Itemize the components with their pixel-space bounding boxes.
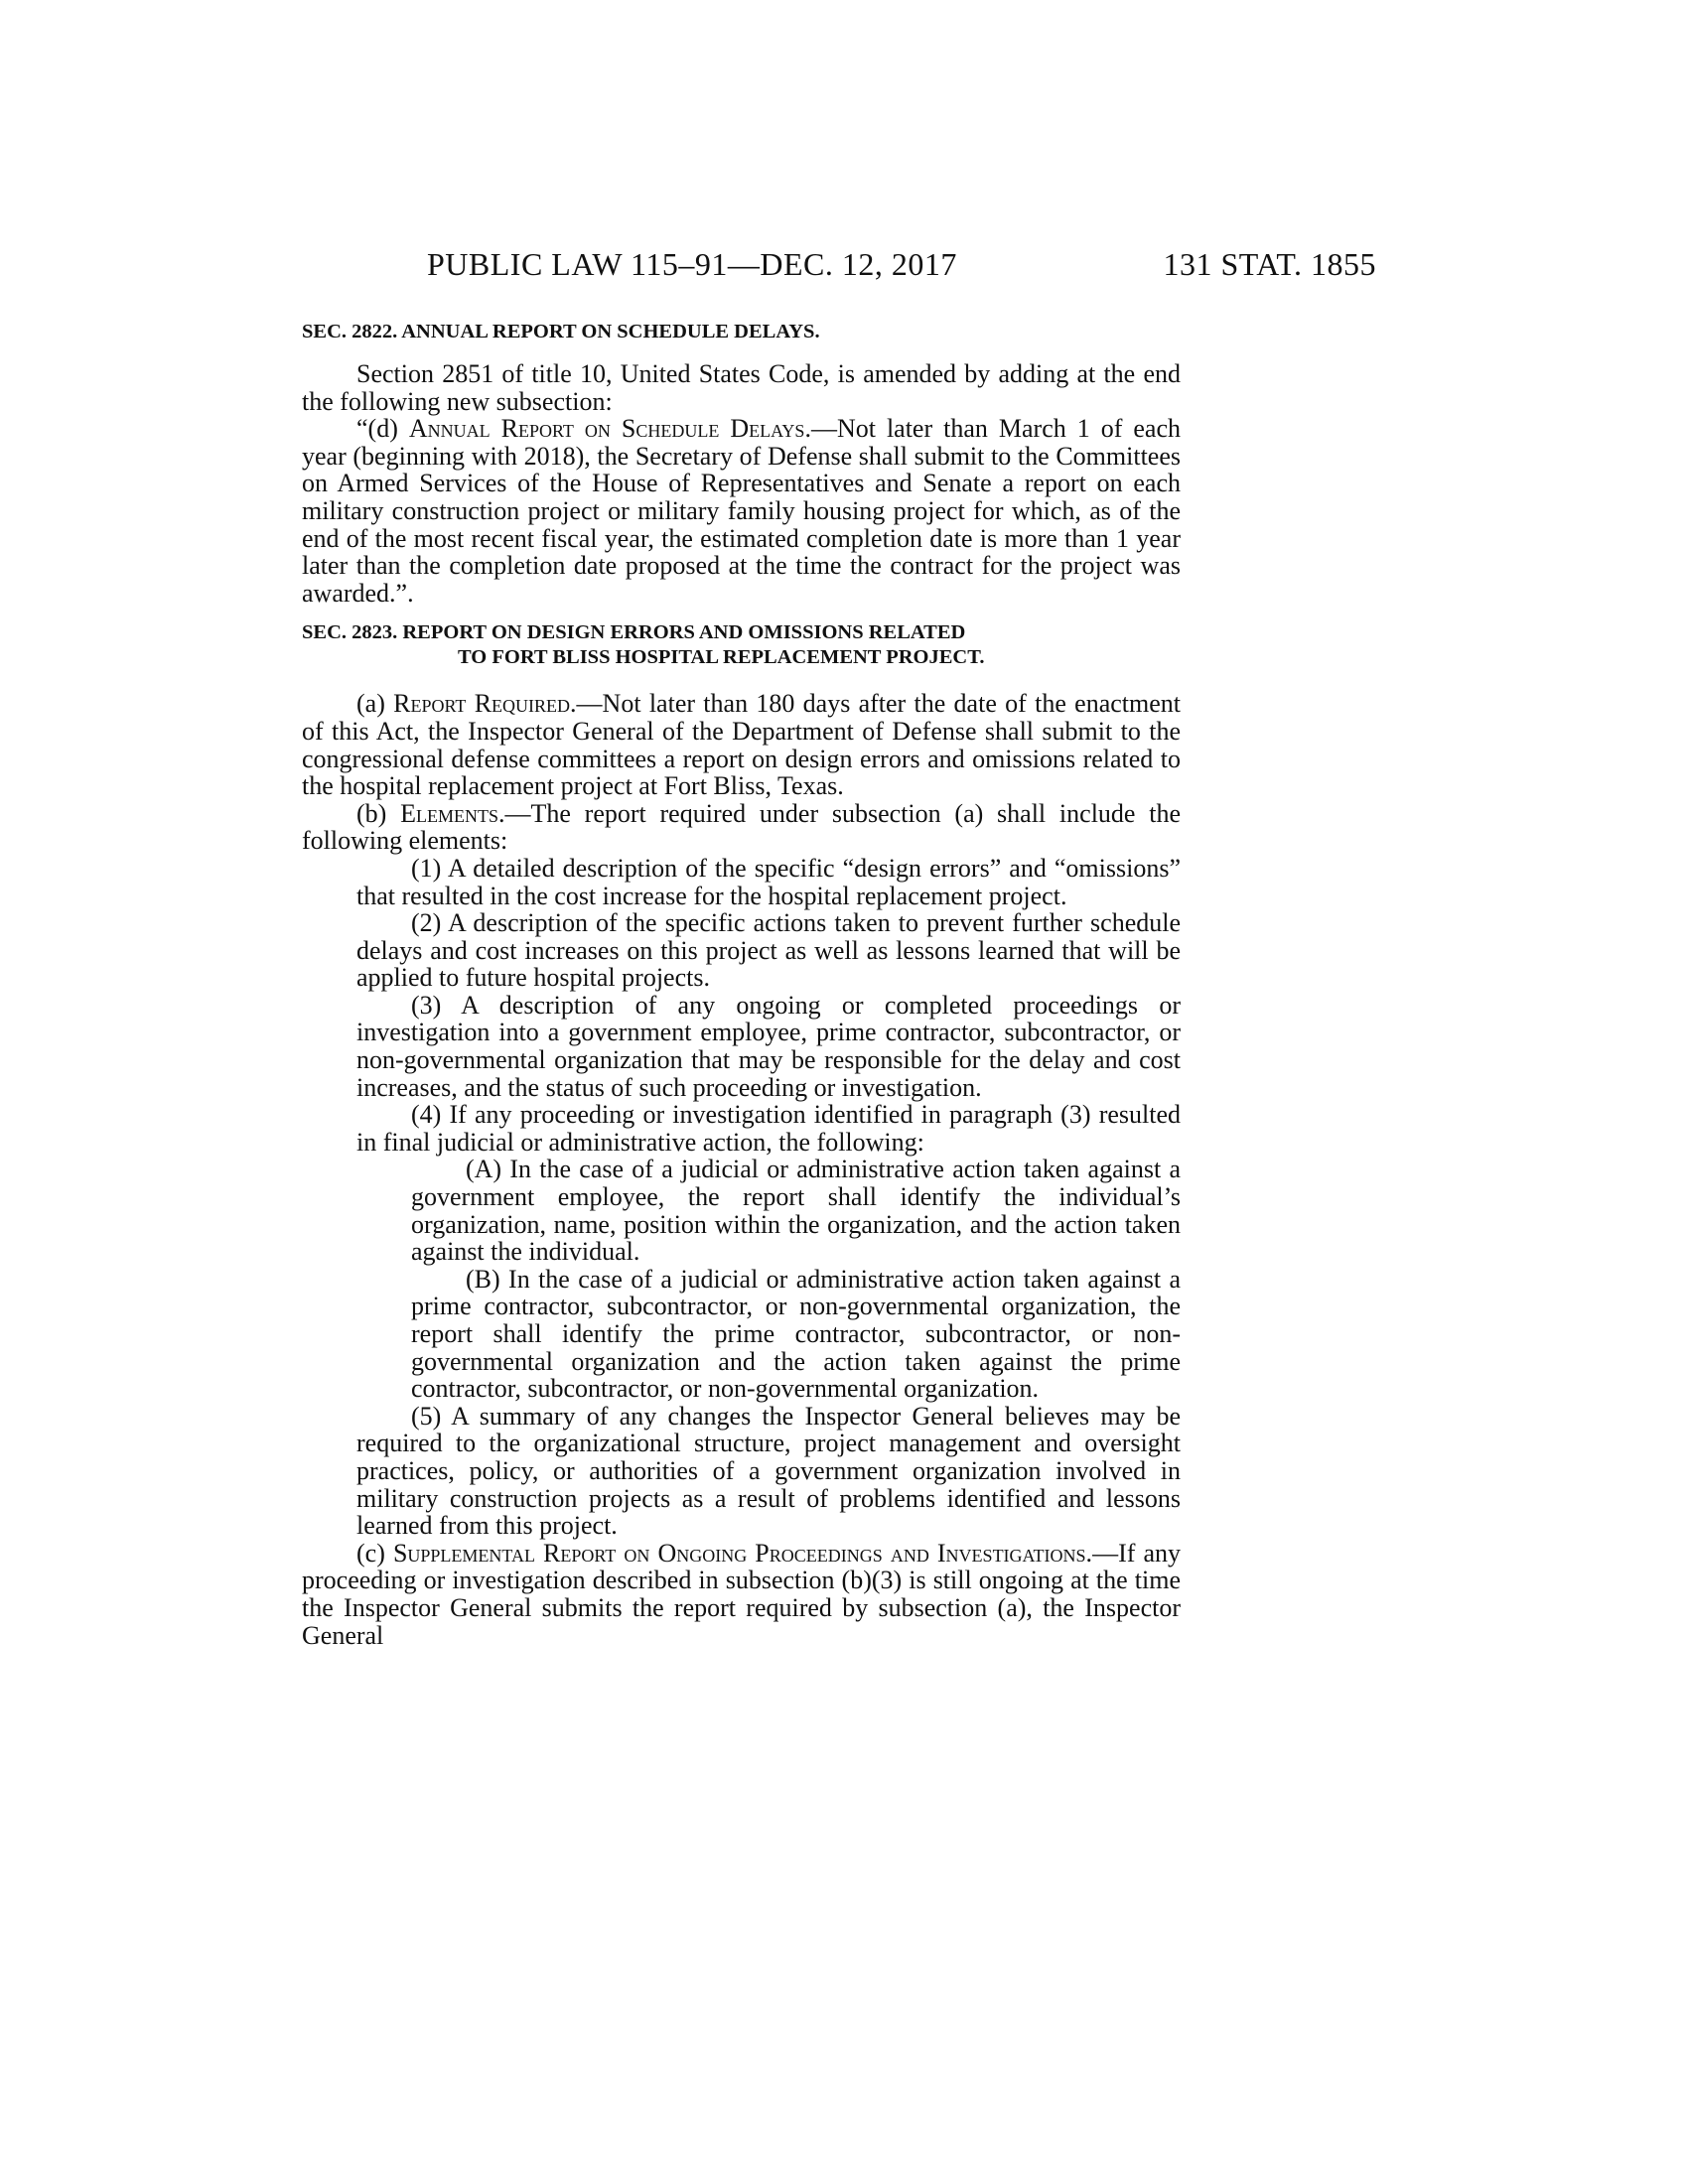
section-2823-heading-line1: SEC. 2823. REPORT ON DESIGN ERRORS AND OMISSIONS RELATED [302, 621, 966, 644]
subsection-d-paragraph [302, 415, 1181, 607]
subsection-b-label: (b) [356, 798, 401, 828]
subsection-a-paragraph [302, 690, 1181, 799]
subsection-d-text: —Not later than March 1 of each year (beginning with 2018), the Secretary of Defense shall submit to the Committees on Armed Services of the House of Representatives and Senate a report on each military construction project or military family housing project for which, as of the end of the most recent fiscal year, the estimated completion date is more than 1 year later than the completion date proposed at the time the contract for the project was awarded.”. [302, 414, 1182, 608]
subsection-a-text: —Not later than 180 days after the date of the enactment of this Act, the Inspector General of the Department of Defense shall submit to the congressional defense committees a report on design errors and omissions related to the hospital replacement project at Fort Bliss, Texas. [302, 689, 1181, 801]
paragraph-2: (2) A description of the specific actions taken to prevent further schedule delays and cost increases on this project as well as lessons learned that will be applied to future hospital projects. [356, 908, 1181, 993]
subsection-c-heading: Supplemental Report on Ongoing Proceedings and Investigations. [392, 1538, 1093, 1568]
subparagraph-a: (A) In the case of a judicial or administrative action taken against a government employee, the report shall identify the individual’s organization, name, position within the organization, and the action taken against the individual. [411, 1155, 1181, 1267]
subsection-d-heading: Annual Report on Schedule Delays. [408, 414, 811, 444]
paragraph-4: (4) If any proceeding or investigation identified in paragraph (3) resulted in final judicial or administrative action, the following: [356, 1100, 1181, 1157]
running-head-title: PUBLIC LAW 115–91—DEC. 12, 2017 [427, 246, 957, 282]
subsection-a-label: (a) [356, 689, 394, 719]
paragraph-3: (3) A description of any ongoing or completed proceedings or investigation into a government employee, prime contractor, subcontractor, or non-governmental organization that may be responsible for the delay and cost increases, and the status of such proceeding or investigation. [356, 990, 1181, 1102]
subsection-c-label: (c) [356, 1538, 393, 1568]
subparagraph-b: (B) In the case of a judicial or administrative action taken against a prime contractor, subcontractor, or non-governmental organization, the report shall identify the prime contractor, subcontractor, or non-governmental organization and the action taken against the prime contractor, subcontractor, or non-governmental organization. [411, 1264, 1181, 1404]
section-2822-intro: Section 2851 of title 10, United States Code, is amended by adding at the end the following new subsection: [302, 359, 1181, 416]
paragraph-1: (1) A detailed description of the specific “design errors” and “omissions” that resulted in the cost increase for the hospital replacement project. [356, 853, 1181, 910]
document-body [302, 320, 1181, 1649]
subsection-b-paragraph [302, 800, 1181, 855]
section-2822-heading: SEC. 2822. ANNUAL REPORT ON SCHEDULE DELAYS. [302, 321, 820, 342]
subsection-b-text: —The report required under subsection (a) shall include the following elements: [302, 798, 1181, 856]
subsection-b-heading: Elements. [400, 798, 505, 828]
section-2823-heading [302, 620, 1181, 670]
subsection-d-label: “(d) [356, 414, 409, 444]
section-2823-heading-line2: TO FORT BLISS HOSPITAL REPLACEMENT PROJECT. [458, 646, 985, 669]
page-header [298, 246, 1376, 290]
subsection-c-paragraph [302, 1540, 1181, 1649]
paragraph-5: (5) A summary of any changes the Inspector General believes may be required to the organizational structure, project management and oversight practices, policy, or authorities of a government organization involved in military construction projects as a result of problems identified and lessons learned from this project. [356, 1401, 1181, 1541]
subsection-a-heading: Report Required. [393, 689, 577, 719]
page-citation: 131 STAT. 1855 [1163, 246, 1376, 282]
subsection-c-text: —If any proceeding or investigation described in subsection (b)(3) is still ongoing at the time the Inspector General submits the report required by subsection (a), the Inspector General [302, 1538, 1181, 1650]
